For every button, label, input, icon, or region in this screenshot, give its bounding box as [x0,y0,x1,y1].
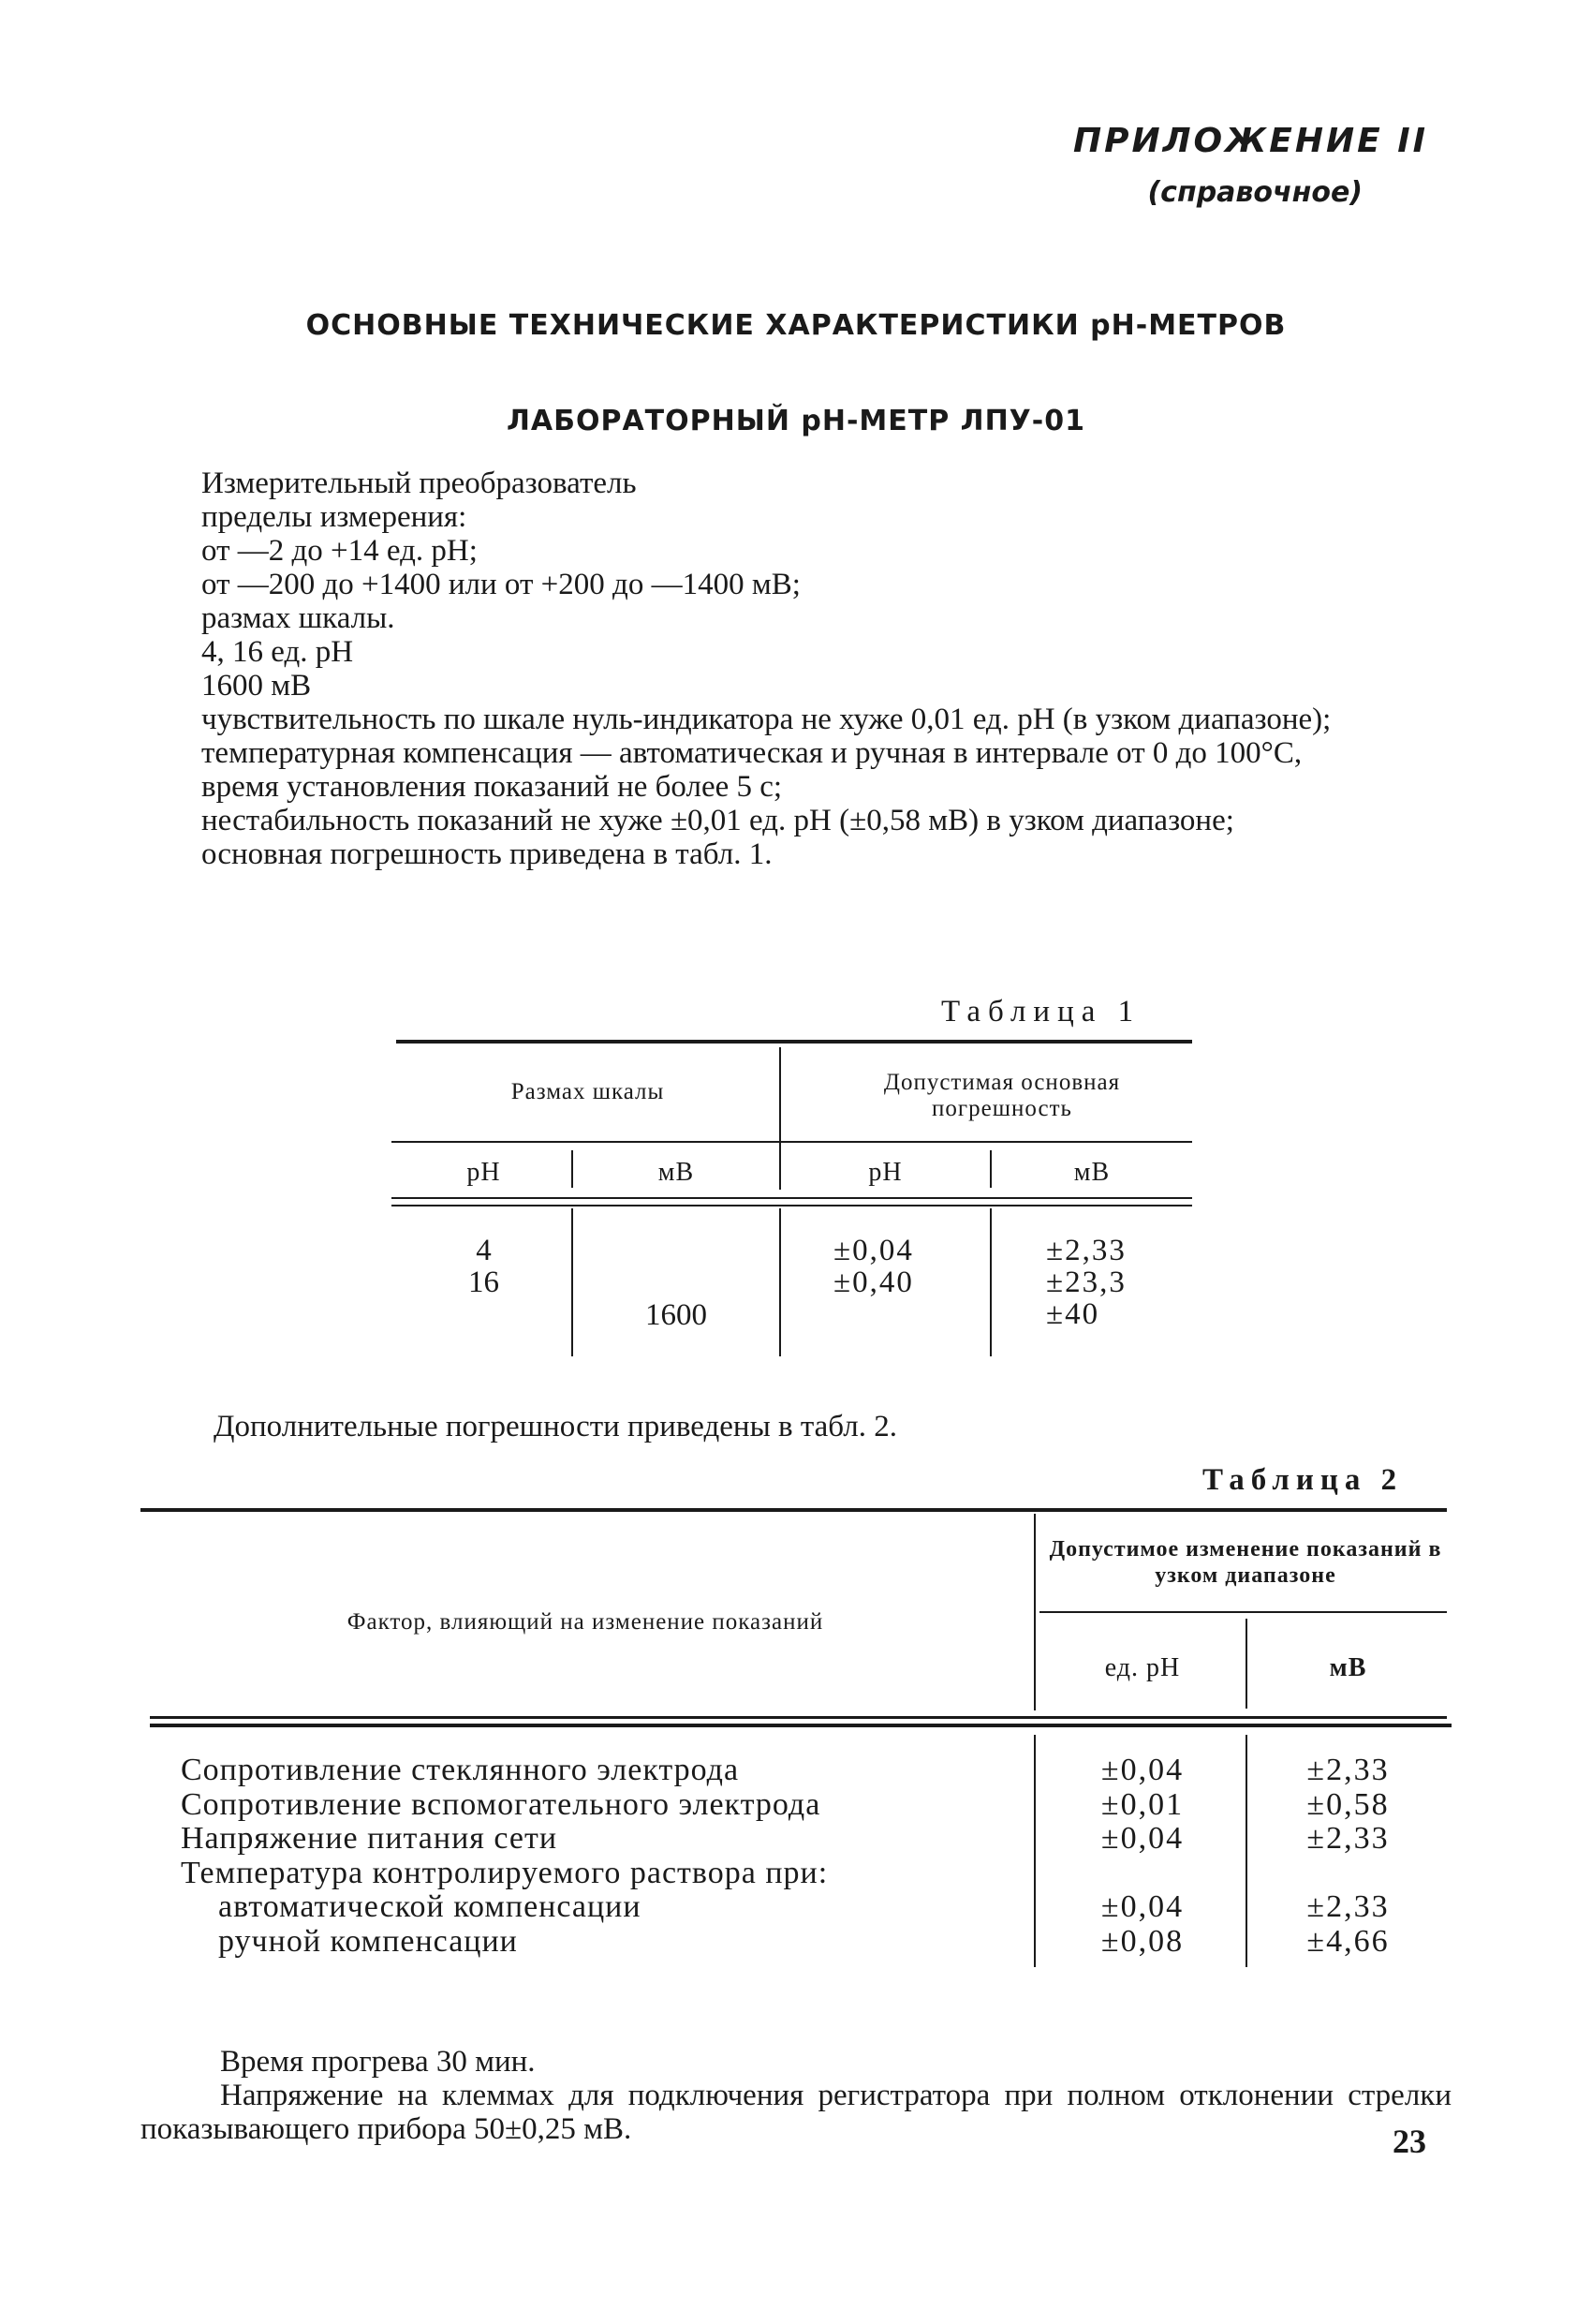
sensitivity-paragraph: чувствительность по шкале нуль-индикатора не хуже 0,01 ед. pH (в узком диапазоне); [201,703,1332,736]
table2-cell: ±2,33 [1306,1821,1390,1856]
table1-head-scale: Размах шкалы [510,1079,665,1104]
table2-sub-mv: мВ [1329,1653,1367,1682]
table2-factors [181,1754,1024,1959]
table1-head-error: Допустимая основная погрешность [883,1070,1121,1121]
table1-cell: ±40 [1046,1297,1100,1331]
table1-head-rule [391,1141,1192,1143]
table2-cell: ±2,33 [1306,1889,1390,1924]
table2-factor: Сопротивление стеклянного электрода [181,1753,740,1787]
table1-cell: ±0,04 [833,1234,914,1267]
table1-sub-mv: мВ [657,1158,695,1187]
table1-sub-ph2: pH [868,1158,903,1187]
table2-cell: ±4,66 [1306,1923,1390,1959]
body-line: от —200 до +1400 или от +200 до —1400 мВ; [201,568,801,601]
table2-cell-empty [1039,1857,1246,1891]
table1-cell: 1600 [645,1298,707,1332]
body-line: 4, 16 ед. pH [201,635,354,669]
table2-divider [1034,1514,1036,1710]
table2-col-ph [1039,1754,1246,1959]
table2-head-rule [1039,1611,1447,1613]
table1-sub-mv2: мВ [1073,1158,1111,1187]
table2-top-rule [140,1508,1447,1512]
table1-cell: ±0,40 [833,1266,914,1299]
table2-factor: ручной компенсации [218,1923,518,1959]
table1-cell: 4 [476,1234,492,1267]
table1-divider [571,1208,573,1356]
table1-cell: 16 [468,1266,499,1299]
table1-divider [779,1208,781,1356]
footer-text [140,2045,1452,2146]
temperature-paragraph: температурная компенсация — автоматическая и ручная в интервале от 0 до 100°C, [201,736,1303,770]
table1-caption: Таблица 1 [941,995,1142,1029]
warmup-paragraph: Время прогрева 30 мин. [220,2045,536,2079]
table2-factor: Сопротивление вспомогательного электрода [181,1786,821,1822]
voltage-paragraph: Напряжение на клеммах для подключения регистратора при полном отклонении стрелки показывающего прибора 50±0,25 мВ. [140,2079,1452,2146]
body-line: 1600 мВ [201,669,312,703]
body-line: Измерительный преобразователь [201,466,637,500]
table2-factor: автоматической компенсации [218,1889,641,1924]
table2-cell: ±0,04 [1100,1753,1185,1787]
table1-cell: ±23,3 [1046,1266,1127,1299]
table2-cell: ±0,08 [1100,1923,1185,1959]
section-subtitle: ЛАБОРАТОРНЫЙ pH-МЕТР ЛПУ-01 [506,405,1086,437]
table2-sub-ph: ед. pH [1104,1653,1181,1682]
table1-top-rule [396,1040,1192,1044]
table1-col-err-mv [1046,1235,1187,1330]
table2-reference: Дополнительные погрешности приведены в табл. 2. [214,1410,897,1443]
body-line: размах шкалы. [201,601,395,635]
table1-cell: ±2,33 [1046,1234,1127,1267]
table1-sub-rule [391,1197,1192,1199]
table2-factor: Напряжение питания сети [181,1821,558,1856]
table2-caption: Таблица 2 [1202,1463,1404,1497]
table2-col-mv [1247,1754,1449,1959]
page-number: 23 [1393,2123,1426,2160]
table1-col-err-ph [833,1235,983,1298]
body-line: пределы измерения: [201,500,467,534]
appendix-heading: ПРИЛОЖЕНИЕ II [1073,122,1428,160]
table2-sub-rule [150,1716,1447,1719]
table2-cell: ±0,04 [1100,1821,1185,1856]
table2-head-factor: Фактор, влияющий на изменение показаний [346,1609,824,1635]
settling-paragraph: время установления показаний не более 5 с; [201,770,783,804]
table2-head-change: Допустимое изменение показаний в узком диапазоне [1049,1537,1442,1588]
specifications-text [131,466,1442,871]
appendix-note: (справочное) [1147,176,1363,209]
table2-cell-empty [1247,1857,1449,1891]
table2-cell: ±0,58 [1306,1786,1390,1822]
table1-sub-rule [391,1205,1192,1206]
table2-sub-rule [150,1724,1452,1727]
document-title: ОСНОВНЫЕ ТЕХНИЧЕСКИЕ ХАРАКТЕРИСТИКИ pH-МЕТРОВ [305,309,1287,342]
table2-cell: ±0,04 [1100,1889,1185,1924]
body-line: от —2 до +14 ед. pH; [201,534,478,568]
table1-col-ph [396,1235,571,1298]
table2-divider [1034,1735,1036,1967]
table1-divider [990,1208,992,1356]
instability-paragraph: нестабильность показаний не хуже ±0,01 ед. pH (±0,58 мВ) в узком диапазоне; [201,804,1234,837]
basic-error-paragraph: основная погрешность приведена в табл. 1. [201,837,773,871]
table2-cell: ±2,33 [1306,1753,1390,1787]
table2-cell: ±0,01 [1100,1786,1185,1822]
table2-factor: Температура контролируемого раствора при: [181,1855,829,1890]
table1-sub-ph: pH [466,1158,501,1187]
